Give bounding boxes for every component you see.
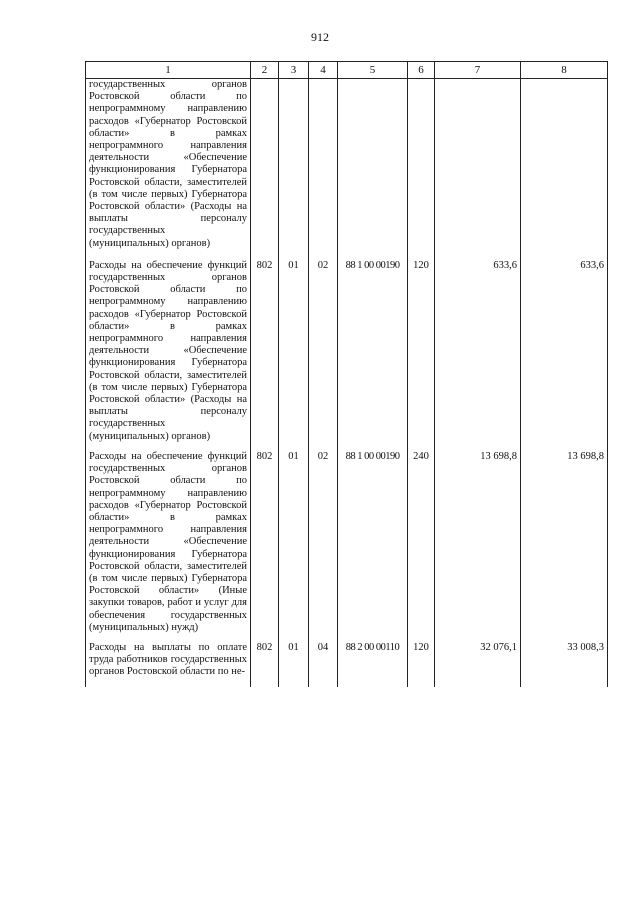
row-amount-2: 33 008,3 bbox=[521, 642, 608, 687]
header-row bbox=[86, 62, 608, 79]
row-description: государственных органов Ростовской области по непрограммному направлению расходов «Губернатор Ростовской области» в рамках непрограммного направления деятельности «Обеспечение функционирования Губернатора Ростовской области, заместителей (в том числе первых) Губернатора Ростовской области» (Расходы на выплаты персоналу государственных (муниципальных) органов) bbox=[86, 79, 251, 260]
header-cell-4: 4 bbox=[309, 62, 338, 79]
row-amount-1: 13 698,8 bbox=[435, 451, 521, 642]
row-rz bbox=[279, 79, 309, 260]
header-cell-8: 8 bbox=[521, 62, 608, 79]
row-amount-2 bbox=[521, 79, 608, 260]
row-description: Расходы на обеспечение функций государственных органов Ростовской области по непрограммному направлению расходов «Губернатор Ростовской области» в рамках непрограммного направления деятельности «Обеспечение функционирования Губернатора Ростовской области, заместителей (в том числе первых) Губернатора Ростовской области» (Иные закупки товаров, работ и услуг для обеспечения государственных (муниципальных) нужд) bbox=[86, 451, 251, 642]
row-amount-2: 13 698,8 bbox=[521, 451, 608, 642]
row-csr: 88 1 00 00190 bbox=[338, 260, 408, 451]
row-rz: 01 bbox=[279, 642, 309, 687]
table-row bbox=[86, 642, 608, 687]
row-gr: 802 bbox=[251, 260, 279, 451]
row-amount-1: 32 076,1 bbox=[435, 642, 521, 687]
budget-table bbox=[85, 61, 608, 687]
row-gr: 802 bbox=[251, 642, 279, 687]
row-pr: 02 bbox=[309, 260, 338, 451]
row-csr bbox=[338, 79, 408, 260]
header-cell-3: 3 bbox=[279, 62, 309, 79]
row-vr: 120 bbox=[408, 260, 435, 451]
row-amount-2: 633,6 bbox=[521, 260, 608, 451]
header-cell-5: 5 bbox=[338, 62, 408, 79]
row-description: Расходы на обеспечение функций государственных органов Ростовской области по непрограммному направлению расходов «Губернатор Ростовской области» в рамках непрограммного направления деятельности «Обеспечение функционирования Губернатора Ростовской области, заместителей (в том числе первых) Губернатора Ростовской области» (Расходы на выплаты персоналу государственных (муниципальных) органов) bbox=[86, 260, 251, 451]
row-description: Расходы на выплаты по оплате труда работников государственных органов Ростовской области по не- bbox=[86, 642, 251, 687]
row-vr: 240 bbox=[408, 451, 435, 642]
table-row bbox=[86, 451, 608, 642]
row-pr bbox=[309, 79, 338, 260]
row-pr: 02 bbox=[309, 451, 338, 642]
row-pr: 04 bbox=[309, 642, 338, 687]
page-number: 912 bbox=[311, 30, 329, 44]
table-row bbox=[86, 260, 608, 451]
table-row bbox=[86, 79, 608, 260]
row-csr: 88 2 00 00110 bbox=[338, 642, 408, 687]
row-vr bbox=[408, 79, 435, 260]
row-rz: 01 bbox=[279, 451, 309, 642]
header-cell-6: 6 bbox=[408, 62, 435, 79]
row-vr: 120 bbox=[408, 642, 435, 687]
row-amount-1 bbox=[435, 79, 521, 260]
row-rz: 01 bbox=[279, 260, 309, 451]
header-cell-7: 7 bbox=[435, 62, 521, 79]
row-gr bbox=[251, 79, 279, 260]
row-amount-1: 633,6 bbox=[435, 260, 521, 451]
header-cell-2: 2 bbox=[251, 62, 279, 79]
row-gr: 802 bbox=[251, 451, 279, 642]
header-cell-1: 1 bbox=[86, 62, 251, 79]
row-csr: 88 1 00 00190 bbox=[338, 451, 408, 642]
